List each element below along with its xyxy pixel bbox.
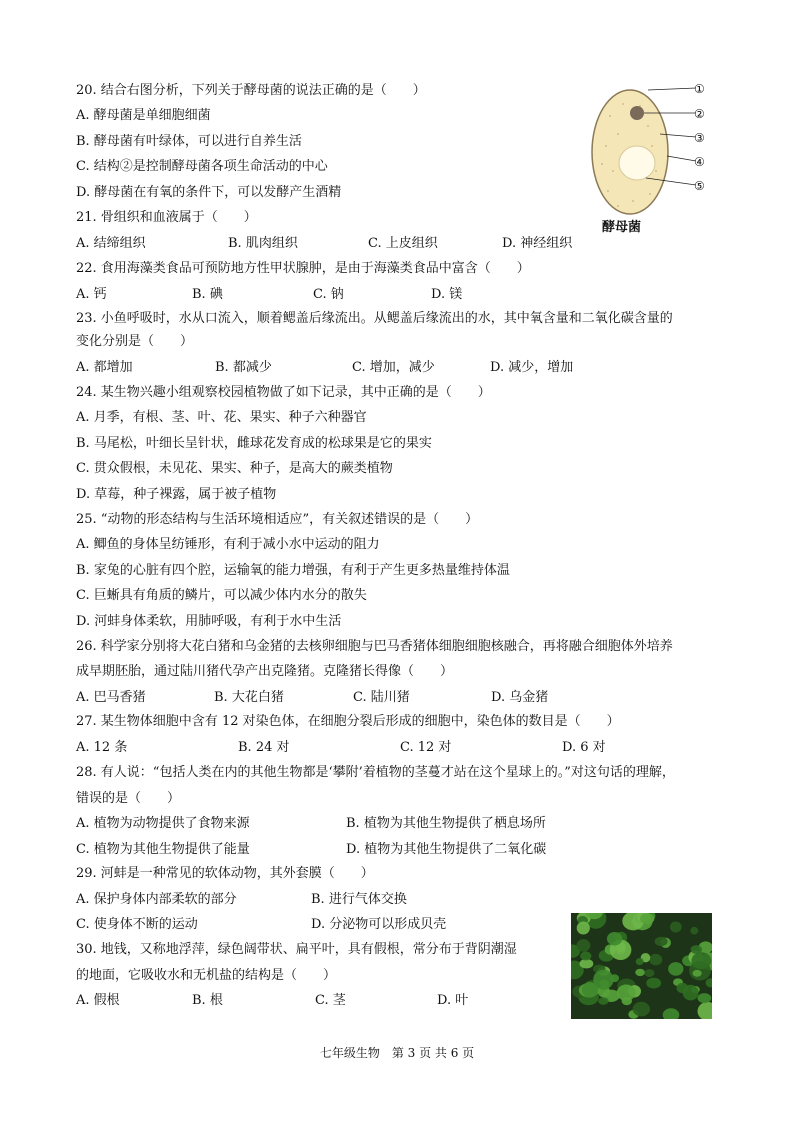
yeast-label-5: ⑤ [694,179,705,193]
q30-option-d: D. 叶 [437,993,469,1008]
q24-option-a: A. 月季，有根、茎、叶、花、果实、种子六种器官 [76,410,367,425]
q28-stem-line2: 错误的是（ ） [76,791,181,806]
liverwort-thallus [698,993,712,1003]
q23-stem-line1: 23. 小鱼呼吸时，水从口流入，顺着鳃盖后缘流出。从鳃盖后缘流出的水，其中氧含量和二氧化碳含量的 [76,311,673,326]
nucleus [630,106,644,120]
liverwort-thallus [622,997,632,1005]
q27-stem: 27. 某生物体细胞中含有 12 对染色体，在细胞分裂后形成的细胞中，染色体的数目是（ ） [76,714,620,729]
liverwort-thallus [670,922,682,933]
q25-option-c: C. 巨蜥具有角质的鳞片，可以减少体内水分的散失 [76,588,367,603]
q21-option-c: C. 上皮组织 [368,236,438,251]
q20-option-b: B. 酵母菌有叶绿体，可以进行自养生活 [76,134,302,149]
q26-stem-line1: 26. 科学家分别将大花白猪和乌金猪的去核卵细胞与巴马香猪体细胞细胞核融合，再将融合细胞体外培养 [76,639,673,654]
q30-option-b: B. 根 [192,993,223,1008]
q29-option-c: C. 使身体不断的运动 [76,917,198,932]
q30-stem-line2: 的地面，它吸收水和无机盐的结构是（ ） [76,968,337,983]
liverwort-thallus [580,951,591,960]
vacuole [619,146,655,180]
liverwort-thallus [691,952,711,969]
liverwort-thallus [683,985,699,1001]
q22-option-c: C. 钠 [313,287,344,302]
q22-stem: 22. 食用海藻类食品可预防地方性甲状腺肿，是由于海藻类食品中富含（ ） [76,261,530,276]
q23-option-d: D. 减少，增加 [490,360,574,375]
yeast-label-4: ④ [694,155,705,169]
liverwort-thallus [645,969,655,977]
q28-option-c: C. 植物为其他生物提供了能量 [76,842,250,857]
q24-option-b: B. 马尾松，叶细长呈针状，雌球花发育成的松球果是它的果实 [76,436,432,451]
liverwort-thallus [649,954,662,965]
q30-option-a: A. 假根 [76,993,120,1008]
liverwort-thallus [640,913,654,924]
q23-option-b: B. 都减少 [215,360,272,375]
q26-option-d: D. 乌金猪 [491,690,549,705]
q20-option-c: C. 结构②是控制酵母菌各项生命活动的中心 [76,159,328,174]
liverwort-thallus [577,922,590,935]
q26-stem-line2: 成早期胚胎，通过陆川猪代孕产出克隆猪。克隆猪长得像（ ） [76,664,454,679]
liverwort-thallus [576,939,590,952]
q28-option-b: B. 植物为其他生物提供了栖息场所 [346,816,546,831]
liverwort-thallus [693,970,702,977]
q30-stem-line1: 30. 地钱，又称地浮萍，绿色阔带状、扁平叶，具有假根，常分布于背阴潮湿 [76,942,517,957]
liverwort-thallus [668,962,683,976]
liverwort-thallus [635,969,645,976]
q25-option-d: D. 河蚌身体柔软，用肺呼吸，有利于水中生活 [76,614,342,629]
q26-option-c: C. 陆川猪 [353,690,410,705]
q30-option-c: C. 茎 [315,993,346,1008]
q21-option-b: B. 肌肉组织 [228,236,298,251]
q28-option-d: D. 植物为其他生物提供了二氧化碳 [346,842,547,857]
q22-option-b: B. 碘 [192,287,223,302]
q29-stem: 29. 河蚌是一种常见的软体动物，其外套膜（ ） [76,866,374,881]
q23-option-a: A. 都增加 [76,360,133,375]
q26-option-a: A. 巴马香猪 [76,690,146,705]
yeast-caption: 酵母菌 [602,220,642,235]
q28-stem-line1: 28. 有人说：“包括人类在内的其他生物都是‘攀附’着植物的茎蔓才站在这个星球上的。”对这句话的理解， [76,765,675,780]
q27-option-a: A. 12 条 [76,740,128,755]
q21-stem: 21. 骨组织和血液属于（ ） [76,210,257,225]
liverwort-thallus [633,1002,650,1017]
liverwort-thallus [582,982,598,998]
liverwort-thallus [636,958,644,965]
liverwort-thallus [646,978,661,989]
q29-option-d: D. 分泌物可以形成贝壳 [311,917,447,932]
q24-option-c: C. 贯众假根，未见花、果实、种子，是高大的蕨类植物 [76,461,393,476]
q29-option-b: B. 进行气体交换 [311,892,407,907]
q25-stem: 25. “动物的形态结构与生活环境相适应”，有关叙述错误的是（ ） [76,512,479,527]
liverwort-photo [571,913,712,1019]
q27-option-d: D. 6 对 [562,740,606,755]
q21-option-a: A. 结缔组织 [76,236,146,251]
liverwort-thallus [607,932,622,945]
liverwort-thallus [690,927,698,935]
yeast-label-1: ① [694,82,705,96]
q21-option-d: D. 神经组织 [502,236,573,251]
q20-option-a: A. 酵母菌是单细胞细菌 [76,108,211,123]
q27-option-c: C. 12 对 [400,740,452,755]
q28-option-a: A. 植物为动物提供了食物来源 [76,816,250,831]
liverwort-thallus [610,974,619,982]
q20-stem: 20. 结合右图分析，下列关于酵母菌的说法正确的是（ ） [76,83,426,98]
q29-option-a: A. 保护身体内部柔软的部分 [76,892,237,907]
q22-option-a: A. 钙 [76,287,107,302]
yeast-cell-figure [588,76,718,236]
q23-stem-line2: 变化分别是（ ） [76,334,194,349]
q25-option-b: B. 家兔的心脏有四个腔，运输氧的能力增强，有利于产生更多热量维持体温 [76,563,510,578]
q23-option-c: C. 增加，减少 [352,360,435,375]
yeast-label-2: ② [694,107,705,121]
liverwort-thallus [655,937,668,946]
yeast-label-3: ③ [694,131,705,145]
q24-option-d: D. 草莓，种子裸露，属于被子植物 [76,487,277,502]
q25-option-a: A. 鲫鱼的身体呈纺锤形，有利于减小水中运动的阻力 [76,537,380,552]
q26-option-b: B. 大花白猪 [214,690,284,705]
liverwort-thallus [691,945,702,954]
q22-option-d: D. 镁 [431,287,463,302]
q20-option-d: D. 酵母菌在有氧的条件下，可以发酵产生酒精 [76,185,342,200]
q27-option-b: B. 24 对 [238,740,290,755]
q24-stem: 24. 某生物兴趣小组观察校园植物做了如下记录，其中正确的是（ ） [76,385,491,400]
page-footer: 七年级生物 第 3 页 共 6 页 [319,1046,475,1060]
liverwort-thallus [598,997,608,1004]
